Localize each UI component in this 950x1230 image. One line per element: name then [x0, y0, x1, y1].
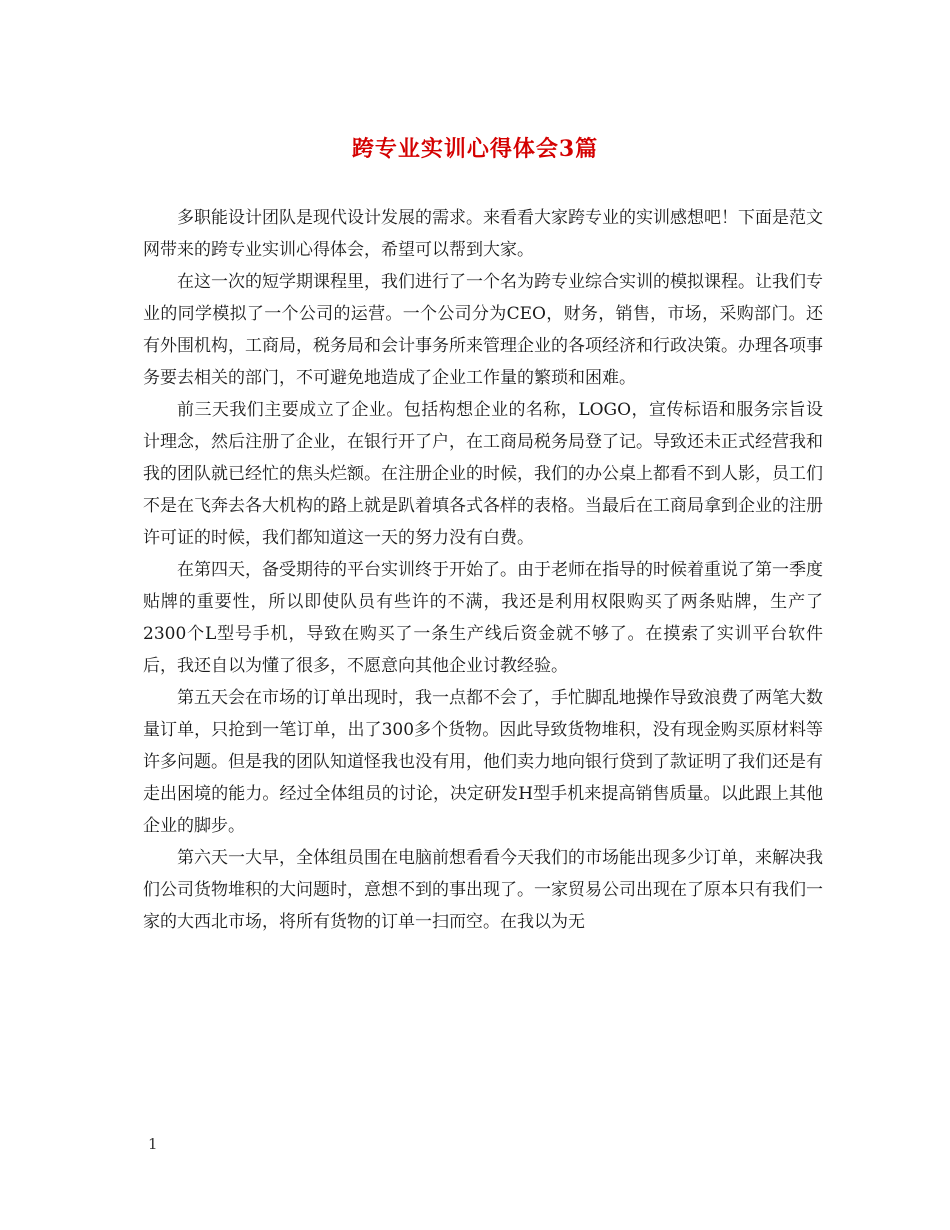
paragraph: 第五天会在市场的订单出现时，我一点都不会了，手忙脚乱地操作导致浪费了两笔大数量订单，只抢到一笔订单，出了300多个货物。因此导致货物堆积，没有现金购买原材料等许多问题。但是我的团队知道怪我也没有用，他们卖力地向银行贷到了款证明了我们还是有走出困境的能力。经过全体组员的讨论，决定研发H型手机来提高销售质量。以此跟上其他企业的脚步。 [143, 688, 823, 836]
paragraph: 多职能设计团队是现代设计发展的需求。来看看大家跨专业的实训感想吧！下面是范文网带来的跨专业实训心得体会，希望可以帮到大家。 [143, 208, 823, 260]
page-number: 1 [148, 1135, 158, 1153]
document-title: 跨专业实训心得体会3篇 [351, 136, 599, 162]
paragraph: 前三天我们主要成立了企业。包括构想企业的名称，LOGO，宣传标语和服务宗旨设计理念，然后注册了企业，在银行开了户，在工商局税务局登了记。导致还未正式经营我和我的团队就已经忙的焦头烂额。在注册企业的时候，我们的办公桌上都看不到人影，员工们不是在飞奔去各大机构的路上就是趴着填各式各样的表格。当最后在工商局拿到企业的注册许可证的时候，我们都知道这一天的努力没有白费。 [143, 400, 823, 548]
paragraph: 在这一次的短学期课程里，我们进行了一个名为跨专业综合实训的模拟课程。让我们专业的同学模拟了一个公司的运营。一个公司分为CEO，财务，销售，市场，采购部门。还有外围机构，工商局，税务局和会计事务所来管理企业的各项经济和行政决策。办理各项事务要去相关的部门，不可避免地造成了企业工作量的繁琐和困难。 [143, 272, 823, 388]
paragraph: 在第四天，备受期待的平台实训终于开始了。由于老师在指导的时候着重说了第一季度贴牌的重要性，所以即使队员有些许的不满，我还是利用权限购买了两条贴牌，生产了2300个L型号手机，导致在购买了一条生产线后资金就不够了。在摸索了实训平台软件后，我还自以为懂了很多，不愿意向其他企业讨教经验。 [143, 560, 823, 676]
document-body [143, 202, 823, 938]
paragraph: 第六天一大早，全体组员围在电脑前想看看今天我们的市场能出现多少订单，来解决我们公司货物堆积的大问题时，意想不到的事出现了。一家贸易公司出现在了原本只有我们一家的大西北市场，将所有货物的订单一扫而空。在我以为无 [143, 848, 823, 932]
